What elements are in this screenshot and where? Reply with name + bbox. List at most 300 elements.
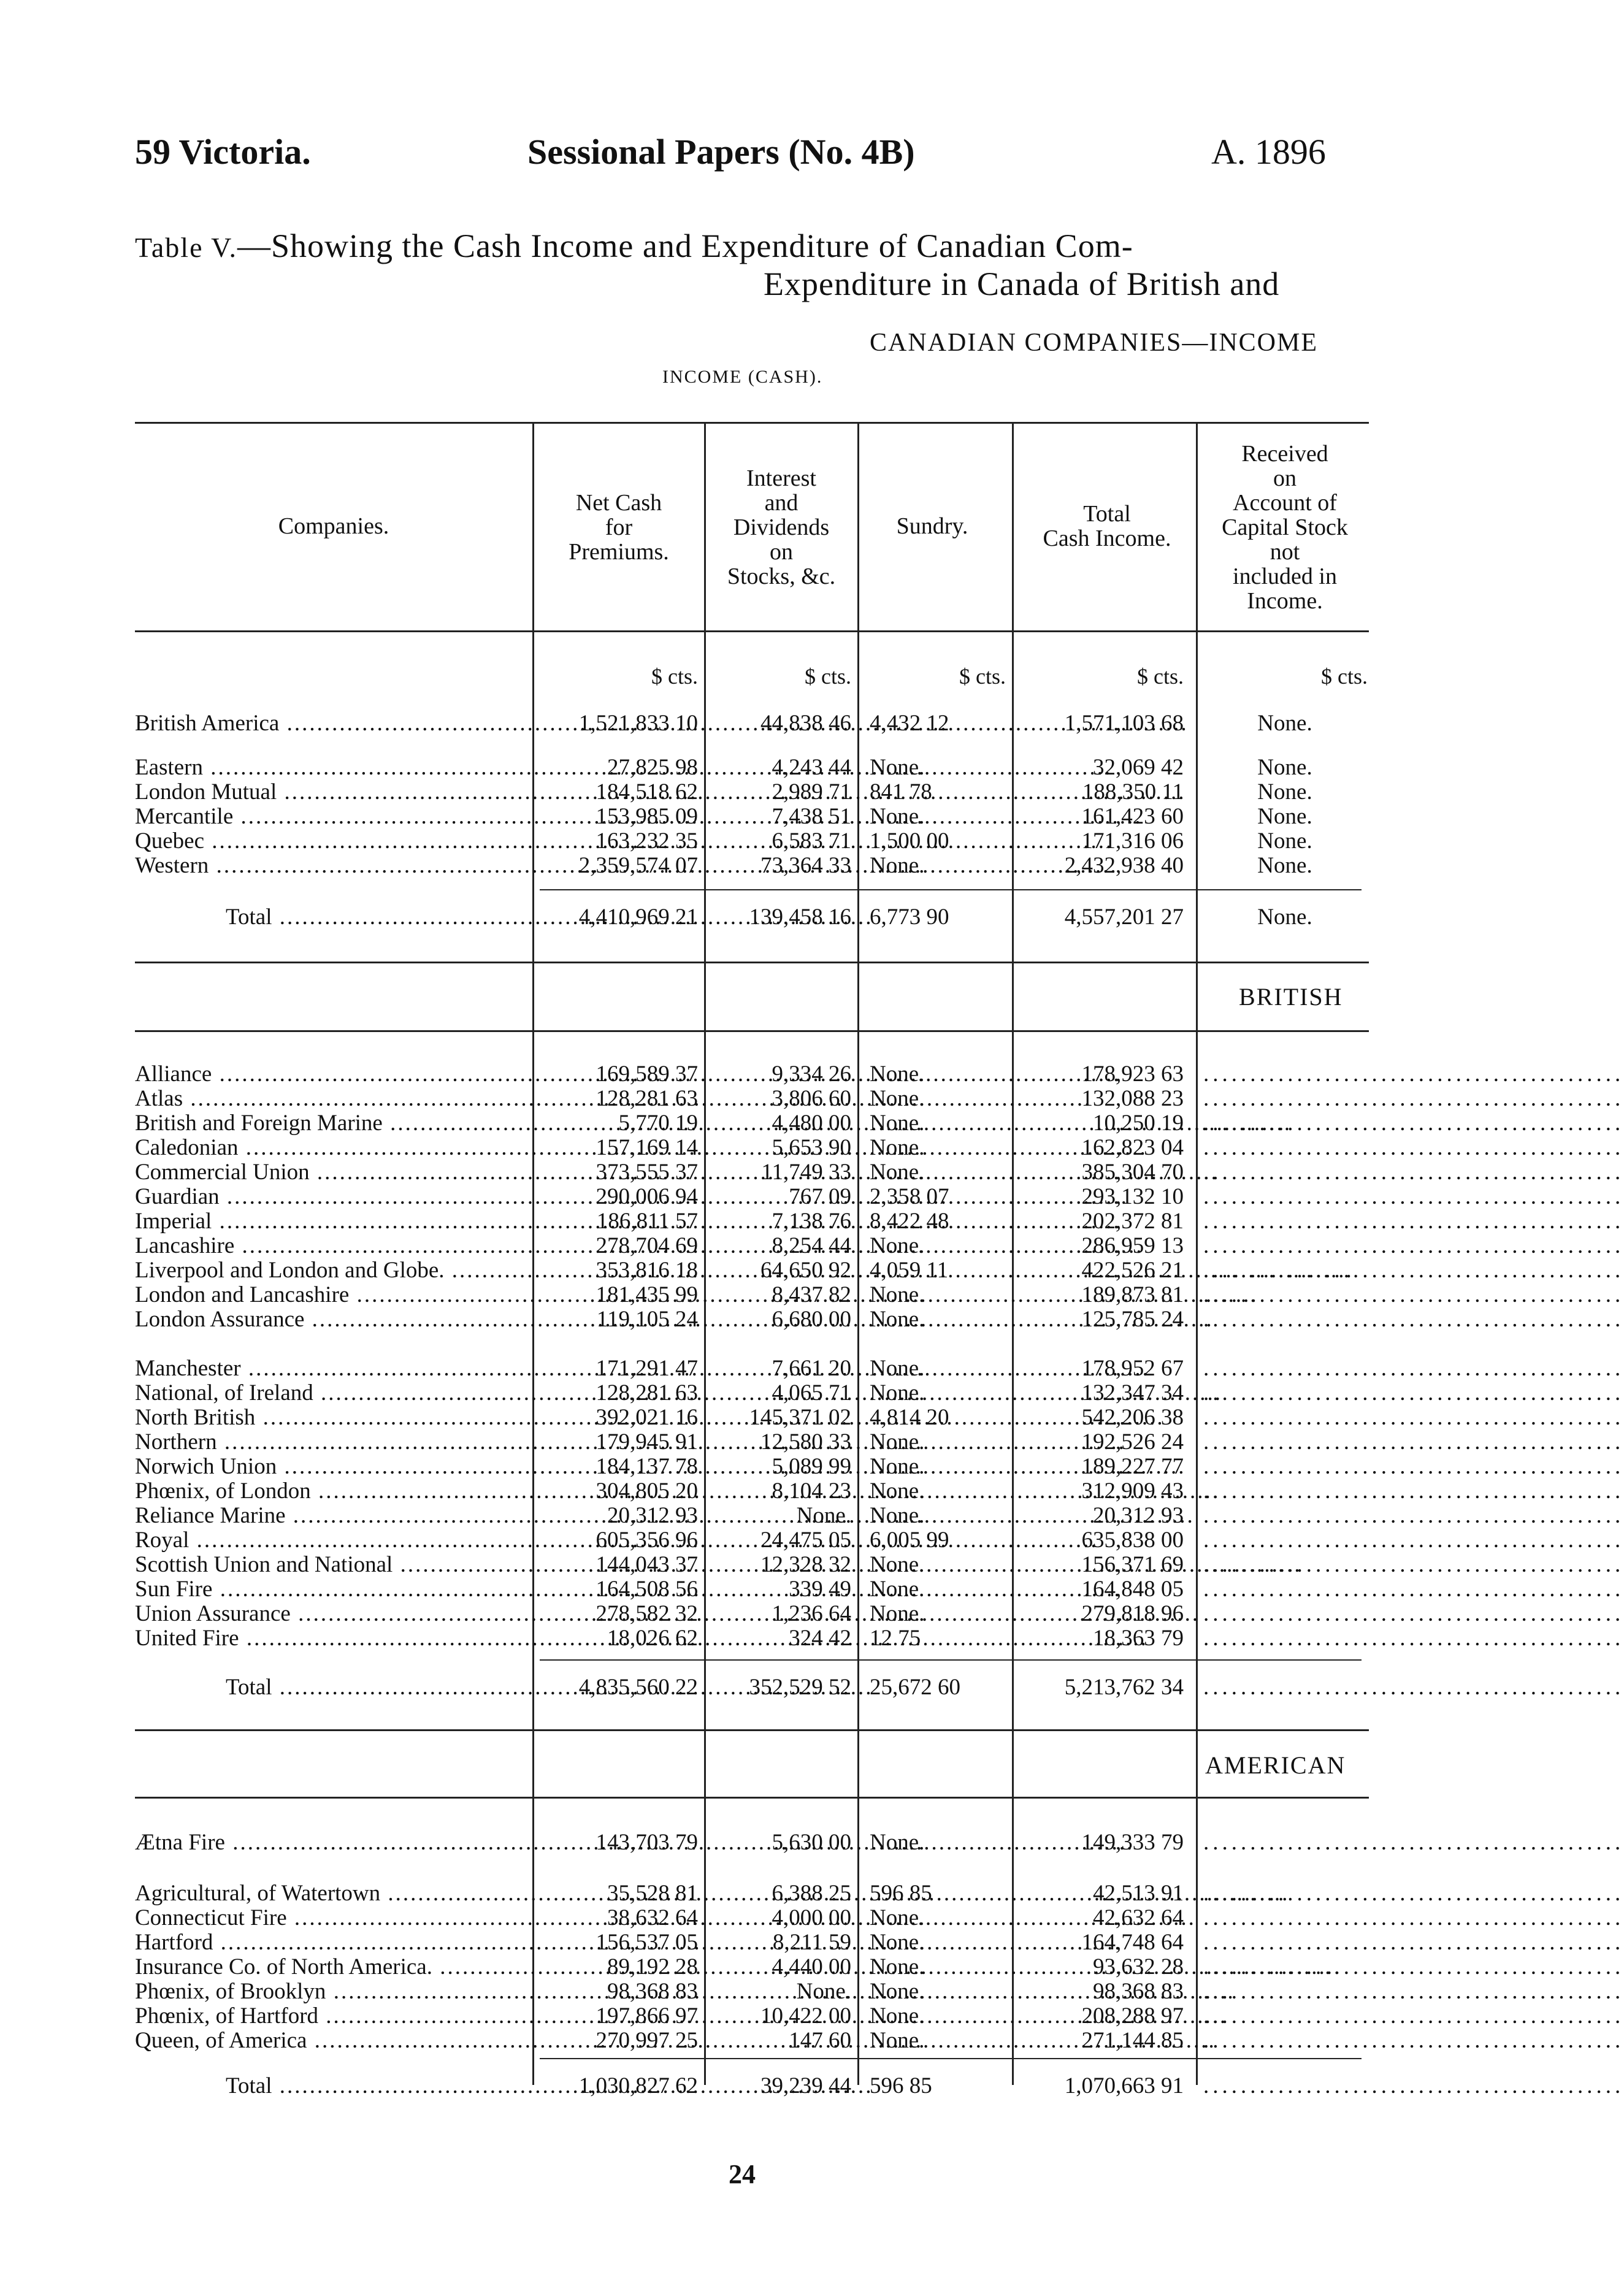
total-income-value: 18,363 79 — [1093, 1626, 1184, 1651]
company-name: Reliance Marine ..... — [135, 1504, 532, 1528]
interest-value: None. — [796, 1979, 851, 2004]
interest-total: 39,239 44 — [760, 2073, 851, 2098]
col-net-cash: Net Cash for Premiums. — [569, 490, 669, 565]
header-right: A. 1896 — [1211, 132, 1326, 172]
sundry-value: None. — [870, 1282, 925, 1307]
interest-value: 4,440 00 — [772, 1954, 851, 1979]
company-name: Imperial ..... — [135, 1209, 532, 1234]
interest-value: 8,104 23 — [772, 1478, 851, 1504]
sundry-total: 6,773 90 — [870, 905, 949, 930]
header-left: 59 Victoria. — [135, 132, 311, 172]
leader-dots: ............................................. — [1203, 1209, 1624, 1234]
table-title-line2: Expenditure in Canada of British and — [764, 266, 1280, 302]
table-row — [0, 1258, 1624, 1283]
table-row — [0, 1282, 1624, 1307]
table-row — [0, 1503, 1624, 1528]
net-cash-value: 153,985 09 — [596, 804, 698, 829]
total-income-value: 192,526 24 — [1081, 1429, 1184, 1455]
total-income-value: 164,848 05 — [1081, 1577, 1184, 1602]
section-british: BRITISH — [1239, 983, 1343, 1011]
sundry-total: 596 85 — [870, 2073, 932, 2098]
units-c5: $ cts. — [1321, 664, 1368, 689]
sundry-value: None. — [870, 1979, 925, 2004]
table-row — [0, 1429, 1624, 1455]
net-cash-value: 290,006 94 — [596, 1184, 698, 1209]
net-cash-value: 169,589 37 — [596, 1061, 698, 1087]
interest-value: 8,437 82 — [772, 1282, 851, 1307]
total-income-value: 189,873 81 — [1081, 1282, 1184, 1307]
net-cash-value: 18,026 62 — [607, 1626, 698, 1651]
interest-value: 12,328 32 — [760, 1552, 851, 1577]
leader-dots: ............................................. — [1203, 1905, 1624, 1930]
interest-value: 4,065 71 — [772, 1380, 851, 1406]
table-row — [0, 1930, 1624, 1955]
company-name: Commercial Union ..... — [135, 1160, 532, 1185]
british-end-rule — [135, 1729, 1369, 1731]
leader-dots: ............................................. — [1203, 1356, 1624, 1381]
table-row — [0, 780, 1462, 805]
sundry-value: None. — [870, 1905, 925, 1930]
total-row — [0, 2073, 1624, 2098]
net-cash-value: 144,043 37 — [596, 1552, 698, 1577]
company-name: Eastern ..... — [135, 755, 532, 780]
table-row — [0, 1061, 1624, 1087]
interest-total: 352,529 52 — [749, 1675, 851, 1700]
total-label: Total ..... — [226, 905, 532, 930]
units-c2: $ cts. — [805, 664, 851, 689]
sundry-value: None. — [870, 1954, 925, 1979]
leader-dots: ............................................. — [1203, 1061, 1624, 1087]
company-name: Manchester ..... — [135, 1356, 532, 1381]
company-name: Connecticut Fire ..... — [135, 1906, 532, 1930]
table-row — [0, 1233, 1624, 1258]
leader-dots: ............................................. — [1203, 1405, 1624, 1430]
table-row — [0, 2003, 1624, 2029]
sundry-value: None. — [870, 1135, 925, 1160]
total-income-value: 293,132 10 — [1081, 1184, 1184, 1209]
table-row — [0, 1135, 1624, 1160]
company-name: Western ..... — [135, 854, 532, 878]
sundry-value: None. — [870, 2003, 925, 2029]
leader-dots: ............................................. — [1203, 1282, 1624, 1307]
total-income-value: 178,952 67 — [1081, 1356, 1184, 1381]
net-cash-value: 35,528 81 — [607, 1881, 698, 1906]
company-name: Queen, of America ..... — [135, 2029, 532, 2053]
sundry-value: 596 85 — [870, 1881, 932, 1906]
leader-dots: ............................................. — [1203, 1979, 1624, 2004]
table-title-line1 — [135, 227, 1133, 265]
company-name: Quebec ..... — [135, 829, 532, 854]
interest-value: 7,438 51 — [772, 804, 851, 829]
total-rule — [540, 889, 1362, 890]
sundry-value: None. — [870, 1601, 925, 1626]
sundry-value: None. — [870, 1429, 925, 1455]
table-row — [0, 1111, 1624, 1136]
col-received: Received on Account of Capital Stock not included in Income. — [1222, 441, 1348, 614]
leader-dots: ............................................. — [1203, 1881, 1624, 1906]
net-cash-total: 1,030,827 62 — [578, 2073, 698, 2098]
interest-value: 1,236 64 — [772, 1601, 851, 1626]
table-row — [0, 1954, 1624, 1979]
total-income-value: 93,632 28 — [1093, 1954, 1184, 1979]
company-name: Norwich Union ..... — [135, 1455, 532, 1479]
company-name: Phœnix, of London ..... — [135, 1479, 532, 1504]
leader-dots: ............................................. — [1203, 1111, 1624, 1136]
net-cash-value: 184,518 62 — [596, 779, 698, 805]
total-income-value: 98,368 83 — [1093, 1979, 1184, 2004]
leader-dots: ............................................. — [1203, 1086, 1624, 1111]
total-income-value: 286,959 13 — [1081, 1233, 1184, 1258]
table-row — [0, 2028, 1624, 2053]
net-cash-value: 143,703 79 — [596, 1830, 698, 1855]
net-cash-value: 278,704 69 — [596, 1233, 698, 1258]
sundry-value: None. — [870, 1086, 925, 1111]
net-cash-value: 164,508 56 — [596, 1577, 698, 1602]
total-income-value: 542,206 38 — [1081, 1405, 1184, 1430]
net-cash-value: 353,816 18 — [596, 1258, 698, 1283]
sundry-value: 2,358 07 — [870, 1184, 949, 1209]
company-name: Hartford ..... — [135, 1930, 532, 1955]
leader-dots: ............................................. — [1203, 1135, 1624, 1160]
sundry-value: 6,005 99 — [870, 1528, 949, 1553]
interest-value: 3,806 60 — [772, 1086, 851, 1111]
net-cash-value: 2,359,574 07 — [578, 853, 698, 878]
interest-value: 147 60 — [789, 2028, 851, 2053]
interest-value: 6,583 71 — [772, 828, 851, 854]
net-cash-value: 20,312 93 — [607, 1503, 698, 1528]
interest-value: 64,650 92 — [760, 1258, 851, 1283]
received-capital-value: None. — [1257, 804, 1312, 829]
total-income-value: 161,423 60 — [1081, 804, 1184, 829]
total-income-value: 10,250 19 — [1093, 1111, 1184, 1136]
interest-total: 139,458 16 — [749, 905, 851, 930]
company-name: Atlas ..... — [135, 1087, 532, 1111]
net-cash-value: 157,169 14 — [596, 1135, 698, 1160]
received-capital-value: None. — [1257, 755, 1312, 780]
sundry-value: 4,432 12 — [870, 711, 949, 736]
company-name: Agricultural, of Watertown ..... — [135, 1881, 532, 1906]
sundry-value: None. — [870, 755, 925, 780]
company-name: Phœnix, of Brooklyn ..... — [135, 1979, 532, 2004]
company-name: Royal ..... — [135, 1528, 532, 1553]
total-income-value: 156,371 69 — [1081, 1552, 1184, 1577]
table-row — [0, 1405, 1624, 1430]
company-name: British and Foreign Marine ..... — [135, 1111, 532, 1136]
american-start-rule — [135, 1797, 1369, 1799]
table-row — [0, 1601, 1624, 1626]
total-income-value: 32,069 42 — [1093, 755, 1184, 780]
total-income-total: 4,557,201 27 — [1064, 905, 1184, 930]
table-row — [0, 1356, 1624, 1381]
interest-value: None. — [796, 1503, 851, 1528]
sundry-value: None. — [870, 1930, 925, 1955]
col-total: Total Cash Income. — [1043, 501, 1171, 551]
interest-value: 6,680 00 — [772, 1307, 851, 1332]
received-capital-value: None. — [1257, 779, 1312, 805]
table-row — [0, 1830, 1624, 1855]
net-cash-total: 4,410,969 21 — [578, 905, 698, 930]
interest-value: 339 49 — [789, 1577, 851, 1602]
interest-value: 5,630 00 — [772, 1830, 851, 1855]
company-name: Scottish Union and National ..... — [135, 1553, 532, 1577]
net-cash-value: 197,866 97 — [596, 2003, 698, 2029]
table-row — [0, 1881, 1624, 1906]
leader-dots: ............................................. — [1203, 1380, 1624, 1406]
company-name: British America ..... — [135, 711, 532, 736]
total-income-value: 188,350 11 — [1082, 779, 1184, 805]
sundry-value: None. — [870, 1478, 925, 1504]
table-row — [0, 1086, 1624, 1111]
sundry-value: None. — [870, 1552, 925, 1577]
leader-dots: ............................................. — [1203, 2028, 1624, 2053]
col-sundry: Sundry. — [896, 513, 968, 539]
header-center: Sessional Papers (No. 4B) — [527, 132, 915, 172]
net-cash-value: 128,281 63 — [596, 1086, 698, 1111]
interest-value: 7,138 76 — [772, 1209, 851, 1234]
company-name: Lancashire ..... — [135, 1234, 532, 1258]
company-name: National, of Ireland ..... — [135, 1381, 532, 1406]
net-cash-value: 186,811 57 — [596, 1209, 698, 1234]
net-cash-value: 184,137 78 — [596, 1454, 698, 1479]
sundry-value: None. — [870, 1160, 925, 1185]
company-name: Mercantile ..... — [135, 805, 532, 829]
interest-value: 145,371 02 — [749, 1405, 851, 1430]
header-bottom-rule — [135, 630, 1369, 632]
sundry-value: None. — [870, 1061, 925, 1087]
received-capital-value: None. — [1257, 711, 1312, 736]
total-income-value: 125,785 24 — [1081, 1307, 1184, 1332]
interest-value: 11,749 33 — [761, 1160, 851, 1185]
table-row — [0, 711, 1462, 736]
net-cash-value: 605,356 96 — [596, 1528, 698, 1553]
company-name: Liverpool and London and Globe. ..... — [135, 1258, 532, 1283]
section-canadian-income: CANADIAN COMPANIES—INCOME — [870, 329, 1319, 357]
income-cash-label: INCOME (CASH). — [662, 367, 823, 387]
leader-dots: ............................................. — [1203, 1184, 1624, 1209]
net-cash-total: 4,835,560 22 — [578, 1675, 698, 1700]
leader-dots: ............................................. — [1203, 1954, 1624, 1979]
interest-value: 5,089 99 — [772, 1454, 851, 1479]
table-row — [0, 1454, 1624, 1479]
received-capital-total: None. — [1257, 905, 1312, 930]
leader-dots: ............................................. — [1203, 1478, 1624, 1504]
sundry-value: None. — [870, 1356, 925, 1381]
sundry-value: None. — [870, 1503, 925, 1528]
table-row — [0, 1307, 1624, 1332]
interest-value: 6,388 25 — [772, 1881, 851, 1906]
col-interest: Interest and Dividends on Stocks, &c. — [727, 465, 836, 589]
interest-value: 9,334 26 — [772, 1061, 851, 1087]
total-income-value: 385,304 70 — [1081, 1160, 1184, 1185]
table-row — [0, 1577, 1624, 1602]
company-name: Phœnix, of Hartford ..... — [135, 2004, 532, 2029]
net-cash-value: 278,582 32 — [596, 1601, 698, 1626]
total-income-value: 635,838 00 — [1081, 1528, 1184, 1553]
company-name: Northern ..... — [135, 1430, 532, 1455]
table-row — [0, 829, 1462, 854]
table-row — [0, 1626, 1624, 1651]
table-row — [0, 755, 1462, 780]
sundry-value: None. — [870, 804, 925, 829]
net-cash-value: 27,825 98 — [607, 755, 698, 780]
leader-dots: ............................................. — [1203, 1601, 1624, 1626]
total-income-value: 20,312 93 — [1093, 1503, 1184, 1528]
interest-value: 10,422 00 — [760, 2003, 851, 2029]
table-row — [0, 1478, 1624, 1504]
company-name: Insurance Co. of North America. ..... — [135, 1955, 532, 1979]
sundry-value: None. — [870, 853, 925, 878]
canadian-end-rule — [135, 962, 1369, 963]
company-name: London Assurance ..... — [135, 1307, 532, 1332]
net-cash-value: 181,435 99 — [596, 1282, 698, 1307]
leader-dots: ............................................. — [1203, 1307, 1624, 1332]
company-name: London Mutual ..... — [135, 780, 532, 805]
table-row — [0, 1528, 1624, 1553]
total-income-value: 208,288 97 — [1081, 2003, 1184, 2029]
sundry-value: 4,814 20 — [870, 1405, 949, 1430]
total-income-value: 271,144 85 — [1081, 2028, 1184, 2053]
net-cash-value: 156,537 05 — [596, 1930, 698, 1955]
sundry-value: 8,422 48 — [870, 1209, 949, 1234]
total-row — [0, 1675, 1624, 1700]
leader-dots: ............................................. — [1203, 1577, 1624, 1602]
total-income-value: 132,347 34 — [1081, 1380, 1184, 1406]
total-rule — [540, 2058, 1362, 2059]
leader-dots: ............................................. — [1203, 1930, 1624, 1955]
interest-value: 4,243 44 — [772, 755, 851, 780]
sundry-value: 1,500 00 — [870, 828, 949, 854]
company-name: Ætna Fire ..... — [135, 1830, 532, 1855]
section-american: AMERICAN — [1205, 1751, 1346, 1779]
sundry-value: None. — [870, 1454, 925, 1479]
company-name: Alliance ..... — [135, 1062, 532, 1087]
total-income-value: 202,372 81 — [1081, 1209, 1184, 1234]
company-name: Union Assurance ..... — [135, 1602, 532, 1626]
interest-value: 73,364 33 — [760, 853, 851, 878]
net-cash-value: 392,021 16 — [596, 1405, 698, 1430]
sundry-value: None. — [870, 1380, 925, 1406]
company-name: United Fire ..... — [135, 1626, 532, 1651]
leader-dots: ............................................. — [1203, 1552, 1624, 1577]
leader-dots: ............................................. — [1203, 1258, 1624, 1283]
total-income-value: 178,923 63 — [1081, 1061, 1184, 1087]
net-cash-value: 128,281 63 — [596, 1380, 698, 1406]
leader-dots: ............................................. — [1203, 1429, 1624, 1455]
total-income-total: 1,070,663 91 — [1064, 2073, 1184, 2098]
leader-dots: ............................................. — [1203, 2073, 1624, 2098]
received-capital-value: None. — [1257, 853, 1312, 878]
total-income-value: 164,748 64 — [1081, 1930, 1184, 1955]
net-cash-value: 163,232 35 — [596, 828, 698, 854]
table-row — [0, 1380, 1624, 1406]
leader-dots: ............................................. — [1203, 1233, 1624, 1258]
total-income-value: 2,432,938 40 — [1064, 853, 1184, 878]
total-income-value: 132,088 23 — [1081, 1086, 1184, 1111]
sundry-value: 841 78 — [870, 779, 932, 805]
interest-value: 12,580 33 — [760, 1429, 851, 1455]
sundry-value: None. — [870, 1577, 925, 1602]
table-row — [0, 1552, 1624, 1577]
company-name: Caledonian ..... — [135, 1136, 532, 1160]
company-name: North British ..... — [135, 1406, 532, 1430]
interest-value: 2,989 71 — [772, 779, 851, 805]
sundry-value: None. — [870, 1307, 925, 1332]
table-row — [0, 1160, 1624, 1185]
leader-dots: ............................................. — [1203, 1528, 1624, 1553]
total-income-value: 149,333 79 — [1081, 1830, 1184, 1855]
leader-dots: ............................................. — [1203, 2003, 1624, 2029]
total-income-value: 312,909 43 — [1081, 1478, 1184, 1504]
table-row — [0, 1905, 1624, 1930]
units-c4: $ cts. — [1137, 664, 1184, 689]
total-income-value: 189,227 77 — [1081, 1454, 1184, 1479]
table-row — [0, 854, 1462, 878]
total-rule — [540, 1659, 1362, 1661]
table-row — [0, 1979, 1624, 2004]
total-income-value: 42,632 64 — [1093, 1905, 1184, 1930]
total-label: Total ..... — [226, 1675, 532, 1700]
table-title-text: —Showing the Cash Income and Expenditure of Canadian Com- — [237, 228, 1133, 264]
table-row — [0, 1209, 1624, 1234]
net-cash-value: 1,521,833 10 — [578, 711, 698, 736]
interest-value: 5,653 90 — [772, 1135, 851, 1160]
table-row — [0, 1184, 1624, 1209]
net-cash-value: 373,555 37 — [596, 1160, 698, 1185]
net-cash-value: 179,945 91 — [596, 1429, 698, 1455]
interest-value: 24,475 05 — [760, 1528, 851, 1553]
net-cash-value: 38,632 64 — [607, 1905, 698, 1930]
interest-value: 7,661 20 — [772, 1356, 851, 1381]
interest-value: 4,480 00 — [772, 1111, 851, 1136]
leader-dots: ............................................. — [1203, 1160, 1624, 1185]
net-cash-value: 98,368 83 — [607, 1979, 698, 2004]
sundry-value: None. — [870, 2028, 925, 2053]
sundry-value: 4,059 11 — [870, 1258, 949, 1283]
sundry-value: None. — [870, 1111, 925, 1136]
net-cash-value: 171,291 47 — [596, 1356, 698, 1381]
leader-dots: ............................................. — [1203, 1830, 1624, 1855]
interest-value: 44,838 46 — [760, 711, 851, 736]
interest-value: 8,211 59 — [772, 1930, 851, 1955]
table-label: Table V. — [135, 232, 237, 263]
british-start-rule — [135, 1030, 1369, 1032]
interest-value: 4,000 00 — [772, 1905, 851, 1930]
total-income-total: 5,213,762 34 — [1064, 1675, 1184, 1700]
sundry-total: 25,672 60 — [870, 1675, 960, 1700]
total-row — [0, 905, 1462, 930]
interest-value: 767 09 — [789, 1184, 851, 1209]
net-cash-value: 89,192 28 — [607, 1954, 698, 1979]
total-income-value: 279,818 96 — [1081, 1601, 1184, 1626]
total-income-value: 42,513 91 — [1093, 1881, 1184, 1906]
total-label: Total ..... — [226, 2074, 532, 2098]
sundry-value: 12 75 — [870, 1626, 921, 1651]
sundry-value: None. — [870, 1233, 925, 1258]
net-cash-value: 270,997 25 — [596, 2028, 698, 2053]
net-cash-value: 5,770 19 — [618, 1111, 698, 1136]
company-name: Guardian ..... — [135, 1185, 532, 1209]
table-top-rule — [135, 422, 1369, 424]
total-income-value: 1,571,103 68 — [1064, 711, 1184, 736]
table-row — [0, 805, 1462, 829]
col-companies: Companies. — [278, 513, 389, 539]
leader-dots: ............................................. — [1203, 1454, 1624, 1479]
net-cash-value: 119,105 24 — [596, 1307, 698, 1332]
total-income-value: 171,316 06 — [1081, 828, 1184, 854]
company-name: Sun Fire ..... — [135, 1577, 532, 1602]
interest-value: 8,254 44 — [772, 1233, 851, 1258]
company-name: London and Lancashire ..... — [135, 1283, 532, 1307]
